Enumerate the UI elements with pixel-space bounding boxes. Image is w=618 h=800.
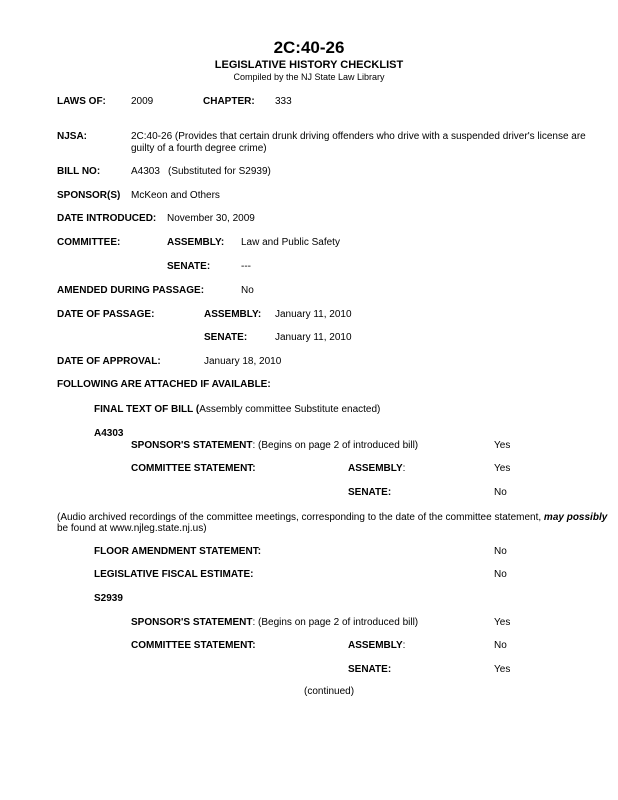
a4303-committee-label: COMMITTEE STATEMENT: <box>131 463 256 474</box>
s2939-assembly-colon: : <box>402 640 406 651</box>
audio-note-line-2: be found at www.njleg.state.nj.us) <box>57 523 207 534</box>
s2939-sponsor-row <box>131 617 418 629</box>
final-text-label: FINAL TEXT OF BILL ( <box>94 404 200 415</box>
document-code: 2C:40-26 <box>273 38 345 57</box>
s2939-assembly-label: ASSEMBLY <box>348 640 403 651</box>
committee-assembly-value: Law and Public Safety <box>241 237 340 248</box>
bill-no-value: A4303 <box>131 166 160 177</box>
s2939-sponsor-value: Yes <box>494 617 511 628</box>
laws-of-label: LAWS OF: <box>57 96 106 107</box>
s2939-sponsor-note: : (Begins on page 2 of introduced bill) <box>252 617 419 628</box>
committee-label: COMMITTEE: <box>57 237 121 248</box>
a4303-assembly-colon: : <box>402 463 406 474</box>
a4303-assembly-label: ASSEMBLY <box>348 463 403 474</box>
fiscal-estimate-value: No <box>494 569 507 580</box>
committee-senate-label: SENATE: <box>167 261 211 272</box>
passage-senate-label: SENATE: <box>204 332 248 343</box>
a4303-sponsor-label: SPONSOR'S STATEMENT <box>131 440 253 451</box>
committee-senate-value: --- <box>241 261 251 272</box>
a4303-senate-value: No <box>494 487 507 498</box>
date-of-approval-value: January 18, 2010 <box>204 356 282 367</box>
a4303-assembly-value: Yes <box>494 463 511 474</box>
passage-senate-value: January 11, 2010 <box>275 332 352 343</box>
date-introduced-value: November 30, 2009 <box>167 213 255 224</box>
committee-assembly-label: ASSEMBLY: <box>167 237 225 248</box>
s2939-committee-label: COMMITTEE STATEMENT: <box>131 640 256 651</box>
document-title: LEGISLATIVE HISTORY CHECKLIST <box>214 59 404 71</box>
final-text-row <box>94 404 380 416</box>
s2939-label: S2939 <box>94 593 123 604</box>
final-text-note: Assembly committee Substitute enacted) <box>199 404 381 415</box>
audio-note-emphasis: may possibly <box>543 512 608 523</box>
floor-amendment-label: FLOOR AMENDMENT STATEMENT: <box>94 546 262 557</box>
laws-of-value: 2009 <box>131 96 154 107</box>
a4303-sponsor-row <box>131 440 418 452</box>
s2939-assembly-value: No <box>494 640 507 651</box>
audio-note-text: (Audio archived recordings of the committee meetings, corresponding to the date of the committee statement, <box>57 512 544 523</box>
following-attached-label: FOLLOWING ARE ATTACHED IF AVAILABLE: <box>57 379 271 390</box>
sponsors-value: McKeon and Others <box>131 190 220 201</box>
njsa-label: NJSA: <box>57 131 88 142</box>
amended-label: AMENDED DURING PASSAGE: <box>57 285 205 296</box>
a4303-assembly-row <box>348 463 405 475</box>
continued-note: (continued) <box>304 686 355 697</box>
bill-no-note: (Substituted for S2939) <box>168 166 271 177</box>
passage-assembly-value: January 11, 2010 <box>275 309 352 320</box>
date-of-approval-label: DATE OF APPROVAL: <box>57 356 161 367</box>
date-introduced-label: DATE INTRODUCED: <box>57 213 157 224</box>
a4303-label: A4303 <box>94 428 124 439</box>
s2939-assembly-row <box>348 640 405 652</box>
sponsors-label: SPONSOR(S) <box>57 190 121 201</box>
chapter-value: 333 <box>275 96 292 107</box>
chapter-label: CHAPTER: <box>203 96 255 107</box>
a4303-senate-label: SENATE: <box>348 487 392 498</box>
s2939-senate-value: Yes <box>494 664 511 675</box>
njsa-line-1: 2C:40-26 (Provides that certain drunk driving offenders who drive with a suspended driver's license are <box>131 131 586 142</box>
s2939-senate-label: SENATE: <box>348 664 392 675</box>
document-subtitle: Compiled by the NJ State Law Library <box>233 72 385 82</box>
amended-value: No <box>241 285 254 296</box>
a4303-sponsor-note: : (Begins on page 2 of introduced bill) <box>252 440 419 451</box>
floor-amendment-value: No <box>494 546 507 557</box>
fiscal-estimate-label: LEGISLATIVE FISCAL ESTIMATE: <box>94 569 254 580</box>
date-of-passage-label: DATE OF PASSAGE: <box>57 309 155 320</box>
s2939-sponsor-label: SPONSOR'S STATEMENT <box>131 617 253 628</box>
passage-assembly-label: ASSEMBLY: <box>204 309 262 320</box>
bill-no-label: BILL NO: <box>57 166 101 177</box>
a4303-sponsor-value: Yes <box>494 440 511 451</box>
njsa-line-2: guilty of a fourth degree crime) <box>131 143 267 154</box>
